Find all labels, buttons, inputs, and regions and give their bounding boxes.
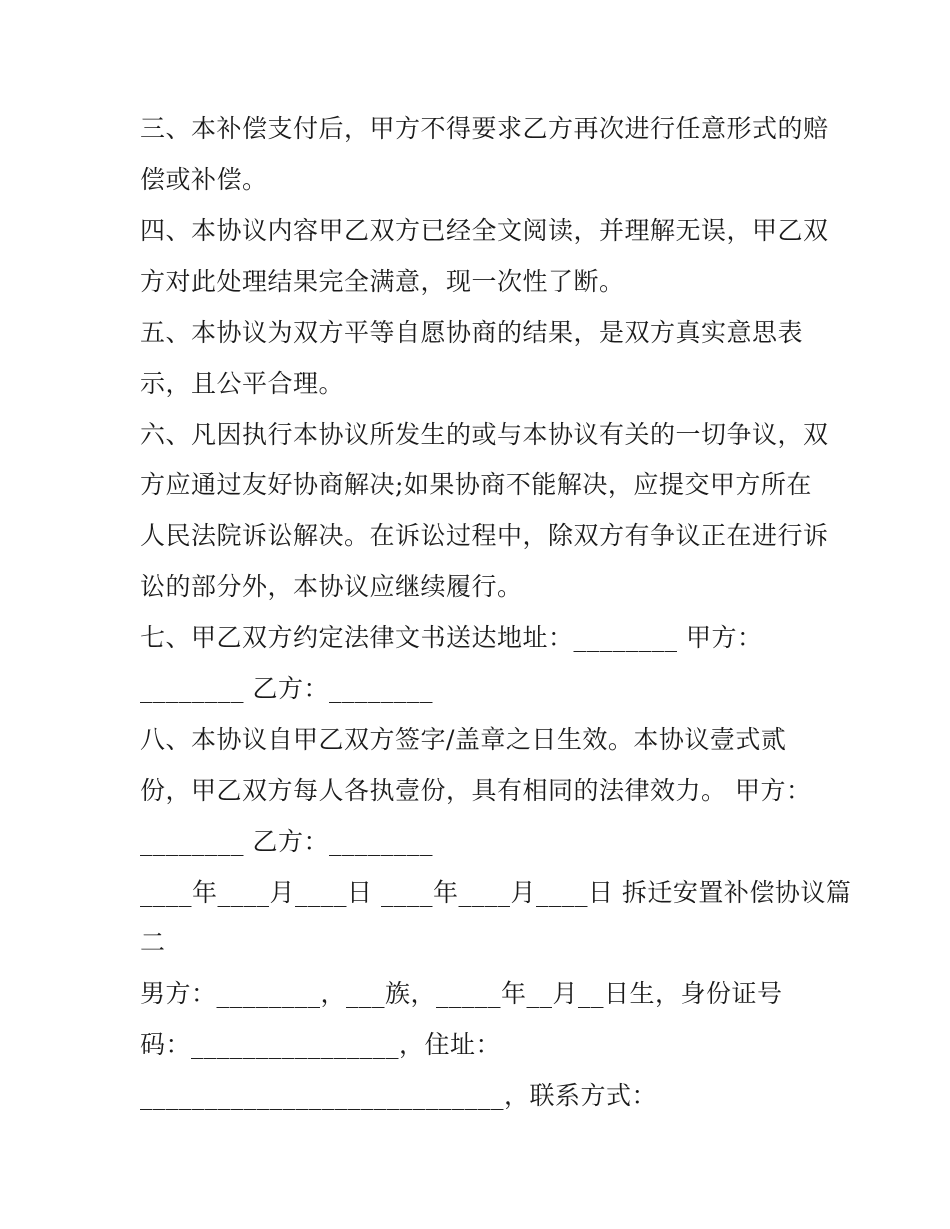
- clause-5-line-2: 示，且公平合理。: [140, 369, 345, 398]
- clause-8-line-1: 八、本协议自甲乙双方签字/盖章之日生效。本协议壹式贰: [140, 725, 787, 754]
- clause-3-line-1: 三、本补偿支付后，甲方不得要求乙方再次进行任意形式的赔: [140, 114, 829, 143]
- clause-6-line-4: 讼的部分外，本协议应继续履行。: [140, 572, 523, 601]
- male-party-line-3: ____________________________，联系方式：: [140, 1081, 658, 1110]
- clause-6-line-2: 方应通过友好协商解决;如果协商不能解决，应提交甲方所在: [140, 470, 812, 499]
- clause-3-line-2: 偿或补偿。: [140, 165, 268, 194]
- clause-8-line-2: 份，甲乙双方每人各执壹份，具有相同的法律效力。 甲方：: [140, 776, 812, 805]
- section-heading-continuation: 二: [140, 928, 166, 957]
- clause-7-line-2: ________ 乙方：________: [140, 674, 433, 703]
- male-party-line-1: 男方：________，___族，_____年__月__日生，身份证号: [140, 979, 783, 1008]
- clause-4-line-1: 四、本协议内容甲乙双方已经全文阅读，并理解无误，甲乙双: [140, 216, 829, 245]
- date-line: ____年____月____日 ____年____月____日 拆迁安置补偿协议篇: [140, 878, 852, 907]
- clause-4-line-2: 方对此处理结果完全满意，现一次性了断。: [140, 267, 625, 296]
- signature-line: ________ 乙方：________: [140, 827, 433, 856]
- clause-6-line-3: 人民法院诉讼解决。在诉讼过程中，除双方有争议正在进行诉: [140, 521, 829, 550]
- male-party-line-2: 码：________________，住址：: [140, 1030, 502, 1059]
- clause-7-line-1: 七、甲乙双方约定法律文书送达地址：________ 甲方：: [140, 623, 763, 652]
- clause-6-line-1: 六、凡因执行本协议所发生的或与本协议有关的一切争议，双: [140, 420, 829, 449]
- clause-5-line-1: 五、本协议为双方平等自愿协商的结果，是双方真实意思表: [140, 318, 804, 347]
